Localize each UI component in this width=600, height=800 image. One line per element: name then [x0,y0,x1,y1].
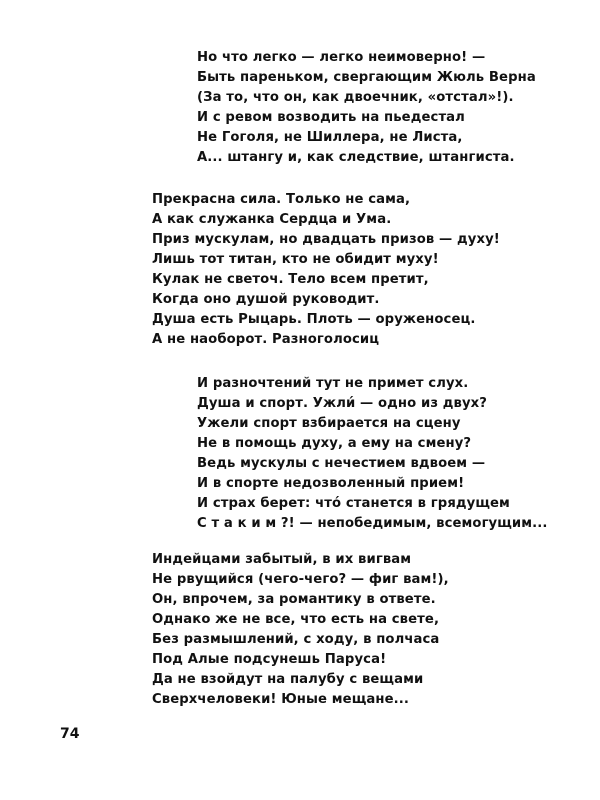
poem-line: Лишь тот титан, кто не обидит муху! [152,252,439,267]
poem-line: Без размышлений, с ходу, в полчаса [152,632,440,647]
poem-line: Быть пареньком, свергающим Жюль Верна [197,70,536,85]
poem-line: Когда оно душой руководит. [152,292,380,307]
poem-line: Душа есть Рыцарь. Плоть — оруженосец. [152,312,476,327]
poem-line: Не в помощь духу, а ему на смену? [197,436,472,451]
poem-line: С т а к и м ?! — непобедимым, всемогущим... [197,516,548,531]
poem-line: Он, впрочем, за романтику в ответе. [152,592,436,607]
poem-line: А как служанка Сердца и Ума. [152,212,392,227]
stanza-1 [197,48,536,168]
poem-line: Да не взойдут на палубу с вещами [152,672,424,687]
poem-line: Кулак не светоч. Тело всем претит, [152,272,429,287]
poem-line: Прекрасна сила. Только не сама, [152,192,411,207]
poem-line: Но что легко — легко неимоверно! — [197,50,486,65]
poem-line: Сверхчеловеки! Юные мещане... [152,692,409,707]
poem-line: Душа и спорт. Ужли́ — одно из двух? [197,396,488,411]
poem-line: Не Гоголя, не Шиллера, не Листа, [197,130,463,145]
poem-line: И разночтений тут не примет слух. [197,376,469,391]
poem-line: Однако же не все, что есть на свете, [152,612,440,627]
poem-line: Индейцами забытый, в их вигвам [152,552,412,567]
poem-line: Ужели спорт взбирается на сцену [197,416,461,431]
poem-line: Ведь мускулы с нечестием вдвоем — [197,456,486,471]
stanza-4 [152,550,449,710]
poem-line: Не рвущийся (чего-чего? — фиг вам!), [152,572,449,587]
poem-line: (За то, что он, как двоечник, «отстал»!). [197,90,514,105]
stanza-3 [197,374,547,534]
poem-line: А... штангу и, как следствие, штангиста. [197,150,515,165]
poem-line: И страх берет: что́ станется в грядущем [197,496,510,511]
poem-line: И с ревом возводить на пьедестал [197,110,465,125]
poem-line: И в спорте недозволенный прием! [197,476,465,491]
page-number: 74 [60,726,80,742]
poem-line: Приз мускулам, но двадцать призов — духу! [152,232,500,247]
stanza-2 [152,190,500,350]
poem-line: А не наоборот. Разноголосиц [152,332,380,347]
poem-line: Под Алые подсунешь Паруса! [152,652,387,667]
